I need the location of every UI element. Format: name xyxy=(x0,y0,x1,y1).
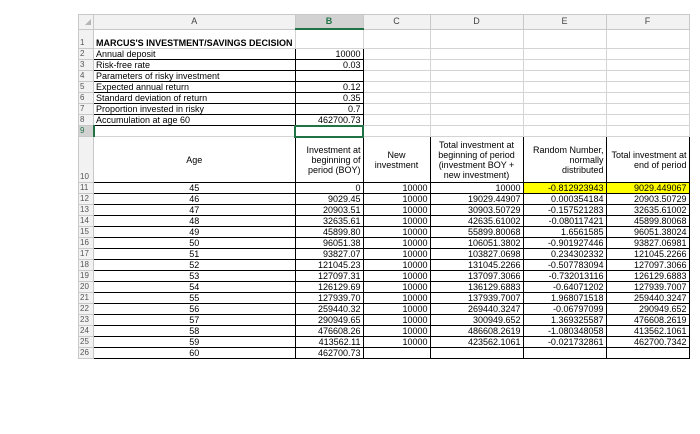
age-cell[interactable]: 58 xyxy=(94,326,296,337)
header-random-number[interactable]: Random Number, normally distributed xyxy=(523,137,606,183)
total-investment-cell[interactable]: 300949.652 xyxy=(430,315,523,326)
random-number-cell[interactable]: -0.06797099 xyxy=(523,304,606,315)
row-header[interactable]: 24 xyxy=(79,326,94,337)
total-investment-cell[interactable]: 137939.7007 xyxy=(430,293,523,304)
new-investment-cell[interactable]: 10000 xyxy=(363,260,430,271)
age-cell[interactable]: 59 xyxy=(94,337,296,348)
row-header[interactable]: 6 xyxy=(79,92,94,103)
total-investment-cell[interactable]: 269440.3247 xyxy=(430,304,523,315)
age-cell[interactable]: 56 xyxy=(94,304,296,315)
param-value[interactable]: 462700.73 xyxy=(295,114,363,126)
row-header[interactable]: 16 xyxy=(79,238,94,249)
boy-cell[interactable]: 259440.32 xyxy=(295,304,363,315)
row-header[interactable]: 8 xyxy=(79,114,94,126)
param-value[interactable]: 0.12 xyxy=(295,81,363,92)
cell[interactable] xyxy=(523,103,606,114)
random-number-cell[interactable]: 1.369325587 xyxy=(523,315,606,326)
row-header[interactable]: 12 xyxy=(79,194,94,205)
boy-cell[interactable]: 96051.38 xyxy=(295,238,363,249)
cell[interactable] xyxy=(523,92,606,103)
end-of-period-cell[interactable]: 96051.38024 xyxy=(606,227,689,238)
row-header[interactable]: 19 xyxy=(79,271,94,282)
param-label[interactable]: Annual deposit xyxy=(94,48,296,59)
header-age[interactable]: Age xyxy=(94,137,296,183)
row-header[interactable]: 20 xyxy=(79,282,94,293)
row-header[interactable]: 22 xyxy=(79,304,94,315)
new-investment-cell[interactable]: 10000 xyxy=(363,337,430,348)
cell[interactable] xyxy=(363,29,430,48)
table-header-row xyxy=(79,137,690,183)
new-investment-cell[interactable]: 10000 xyxy=(363,271,430,282)
total-investment-cell[interactable]: 103827.0698 xyxy=(430,249,523,260)
end-of-period-cell[interactable]: 20903.50729 xyxy=(606,194,689,205)
param-label[interactable]: Accumulation at age 60 xyxy=(94,114,296,126)
cell[interactable] xyxy=(523,114,606,126)
row-header[interactable]: 13 xyxy=(79,205,94,216)
new-investment-cell[interactable]: 10000 xyxy=(363,227,430,238)
total-investment-cell[interactable]: 55899.80068 xyxy=(430,227,523,238)
random-number-cell[interactable]: 0.000354184 xyxy=(523,194,606,205)
random-number-cell[interactable]: -0.080117421 xyxy=(523,216,606,227)
table-row xyxy=(79,216,690,227)
param-value[interactable]: 0.7 xyxy=(295,103,363,114)
column-header-b[interactable]: B xyxy=(295,15,363,30)
end-of-period-cell[interactable]: 476608.2619 xyxy=(606,315,689,326)
new-investment-cell[interactable]: 10000 xyxy=(363,194,430,205)
new-investment-cell[interactable]: 10000 xyxy=(363,326,430,337)
end-of-period-cell[interactable]: 127939.7007 xyxy=(606,282,689,293)
age-cell[interactable]: 48 xyxy=(94,216,296,227)
cell[interactable] xyxy=(430,59,523,70)
param-label[interactable]: Standard deviation of return xyxy=(94,92,296,103)
header-new-investment[interactable]: New investment xyxy=(363,137,430,183)
param-value[interactable]: 0.35 xyxy=(295,92,363,103)
new-investment-cell[interactable]: 10000 xyxy=(363,238,430,249)
age-cell[interactable]: 60 xyxy=(94,348,296,359)
table-row xyxy=(79,227,690,238)
active-cell-b9[interactable] xyxy=(295,126,363,137)
cell[interactable] xyxy=(363,114,430,126)
cell[interactable] xyxy=(606,70,689,81)
sheet-title-cell[interactable]: MARCUS'S INVESTMENT/SAVINGS DECISION xyxy=(94,29,296,48)
new-investment-cell[interactable]: 10000 xyxy=(363,293,430,304)
random-number-cell[interactable]: -0.507783094 xyxy=(523,260,606,271)
row-header[interactable]: 26 xyxy=(79,348,94,359)
end-of-period-cell[interactable]: 259440.3247 xyxy=(606,293,689,304)
total-investment-cell[interactable]: 42635.61002 xyxy=(430,216,523,227)
table-row xyxy=(79,260,690,271)
table-row xyxy=(79,337,690,348)
total-investment-cell[interactable]: 486608.2619 xyxy=(430,326,523,337)
cell[interactable] xyxy=(606,59,689,70)
param-label[interactable]: Expected annual return xyxy=(94,81,296,92)
cell[interactable] xyxy=(94,126,296,137)
end-of-period-cell[interactable]: 9029.449067 xyxy=(606,183,689,194)
cell[interactable] xyxy=(523,59,606,70)
spreadsheet-grid xyxy=(78,14,690,359)
param-label[interactable]: Proportion invested in risky xyxy=(94,103,296,114)
boy-cell[interactable]: 32635.61 xyxy=(295,216,363,227)
header-total-investment-boy[interactable]: Total investment at beginning of period (investment BOY + new investment) xyxy=(430,137,523,183)
boy-cell[interactable]: 0 xyxy=(295,183,363,194)
cell[interactable] xyxy=(363,59,430,70)
param-label[interactable]: Parameters of risky investment xyxy=(94,70,296,81)
row-header[interactable]: 14 xyxy=(79,216,94,227)
row-header[interactable]: 11 xyxy=(79,183,94,194)
boy-cell[interactable]: 127939.70 xyxy=(295,293,363,304)
cell[interactable] xyxy=(430,103,523,114)
param-label[interactable]: Risk-free rate xyxy=(94,59,296,70)
total-investment-cell[interactable]: 10000 xyxy=(430,183,523,194)
table-row xyxy=(79,271,690,282)
random-number-cell[interactable]: -0.732013116 xyxy=(523,271,606,282)
column-header-row xyxy=(79,15,690,30)
new-investment-cell[interactable]: 10000 xyxy=(363,205,430,216)
cell[interactable] xyxy=(430,114,523,126)
cell[interactable] xyxy=(523,29,606,48)
age-cell[interactable]: 45 xyxy=(94,183,296,194)
param-row xyxy=(79,114,690,126)
age-cell[interactable]: 46 xyxy=(94,194,296,205)
column-header-a[interactable]: A xyxy=(94,15,296,30)
row-header[interactable]: 21 xyxy=(79,293,94,304)
boy-cell[interactable]: 93827.07 xyxy=(295,249,363,260)
cell[interactable] xyxy=(363,103,430,114)
table-row xyxy=(79,293,690,304)
age-cell[interactable]: 53 xyxy=(94,271,296,282)
cell[interactable] xyxy=(523,70,606,81)
cell[interactable] xyxy=(606,126,689,137)
param-row xyxy=(79,81,690,92)
row-header[interactable]: 9 xyxy=(79,126,94,137)
cell[interactable] xyxy=(606,103,689,114)
end-of-period-cell[interactable]: 32635.61002 xyxy=(606,205,689,216)
random-number-cell[interactable]: 1.6561585 xyxy=(523,227,606,238)
age-cell[interactable]: 52 xyxy=(94,260,296,271)
param-row xyxy=(79,59,690,70)
end-of-period-cell[interactable]: 413562.1061 xyxy=(606,326,689,337)
new-investment-cell[interactable]: 10000 xyxy=(363,282,430,293)
end-of-period-cell[interactable]: 290949.652 xyxy=(606,304,689,315)
select-all-corner[interactable] xyxy=(79,15,94,30)
row-header[interactable]: 10 xyxy=(79,137,94,183)
total-investment-cell[interactable]: 131045.2266 xyxy=(430,260,523,271)
total-investment-cell[interactable]: 30903.50729 xyxy=(430,205,523,216)
age-cell[interactable]: 55 xyxy=(94,293,296,304)
age-cell[interactable]: 57 xyxy=(94,315,296,326)
new-investment-cell[interactable]: 10000 xyxy=(363,304,430,315)
new-investment-cell[interactable] xyxy=(363,348,430,359)
cell[interactable] xyxy=(606,48,689,59)
boy-cell[interactable]: 290949.65 xyxy=(295,315,363,326)
row-header[interactable]: 2 xyxy=(79,48,94,59)
row-header[interactable]: 4 xyxy=(79,70,94,81)
row-header[interactable]: 15 xyxy=(79,227,94,238)
table-row xyxy=(79,282,690,293)
cell[interactable] xyxy=(606,114,689,126)
header-investment-boy[interactable]: Investment at beginning of period (BOY) xyxy=(295,137,363,183)
cell[interactable] xyxy=(363,92,430,103)
end-of-period-cell[interactable]: 126129.6883 xyxy=(606,271,689,282)
random-number-cell[interactable]: -0.901927446 xyxy=(523,238,606,249)
boy-cell[interactable]: 462700.73 xyxy=(295,348,363,359)
column-header-c[interactable]: C xyxy=(363,15,430,30)
cell[interactable] xyxy=(430,92,523,103)
new-investment-cell[interactable]: 10000 xyxy=(363,315,430,326)
row-header[interactable]: 7 xyxy=(79,103,94,114)
boy-cell[interactable]: 413562.11 xyxy=(295,337,363,348)
row-header[interactable]: 1 xyxy=(79,29,94,48)
boy-cell[interactable]: 45899.80 xyxy=(295,227,363,238)
total-investment-cell[interactable] xyxy=(430,348,523,359)
cell[interactable] xyxy=(363,70,430,81)
cell[interactable] xyxy=(363,48,430,59)
boy-cell[interactable]: 9029.45 xyxy=(295,194,363,205)
table-row xyxy=(79,205,690,216)
header-total-end-of-period[interactable]: Total investment at end of period xyxy=(606,137,689,183)
cell[interactable] xyxy=(523,81,606,92)
cell[interactable] xyxy=(295,29,363,48)
param-row xyxy=(79,92,690,103)
cell[interactable] xyxy=(363,81,430,92)
table-row xyxy=(79,238,690,249)
random-number-cell[interactable] xyxy=(523,348,606,359)
row-header[interactable]: 17 xyxy=(79,249,94,260)
table-row xyxy=(79,194,690,205)
random-number-cell[interactable]: -0.157521283 xyxy=(523,205,606,216)
param-value[interactable]: 10000 xyxy=(295,48,363,59)
param-row xyxy=(79,70,690,81)
cell[interactable] xyxy=(523,48,606,59)
boy-cell[interactable]: 476608.26 xyxy=(295,326,363,337)
table-row xyxy=(79,326,690,337)
new-investment-cell[interactable]: 10000 xyxy=(363,183,430,194)
end-of-period-cell[interactable]: 45899.80068 xyxy=(606,216,689,227)
age-cell[interactable]: 49 xyxy=(94,227,296,238)
param-value[interactable] xyxy=(295,70,363,81)
end-of-period-cell[interactable]: 462700.7342 xyxy=(606,337,689,348)
row-header[interactable]: 18 xyxy=(79,260,94,271)
row-header[interactable]: 3 xyxy=(79,59,94,70)
random-number-cell[interactable]: 1.968071518 xyxy=(523,293,606,304)
param-value[interactable]: 0.03 xyxy=(295,59,363,70)
end-of-period-cell[interactable] xyxy=(606,348,689,359)
param-row xyxy=(79,48,690,59)
table-row xyxy=(79,315,690,326)
cell[interactable] xyxy=(606,92,689,103)
cell[interactable] xyxy=(430,48,523,59)
age-cell[interactable]: 54 xyxy=(94,282,296,293)
cell[interactable] xyxy=(523,126,606,137)
table-row xyxy=(79,304,690,315)
end-of-period-cell[interactable]: 93827.06981 xyxy=(606,238,689,249)
cell[interactable] xyxy=(606,81,689,92)
total-investment-cell[interactable]: 106051.3802 xyxy=(430,238,523,249)
cell[interactable] xyxy=(430,81,523,92)
row-header[interactable]: 23 xyxy=(79,315,94,326)
table-row xyxy=(79,183,690,194)
column-header-e[interactable]: E xyxy=(523,15,606,30)
end-of-period-cell[interactable]: 121045.2266 xyxy=(606,249,689,260)
column-header-d[interactable]: D xyxy=(430,15,523,30)
boy-cell[interactable]: 121045.23 xyxy=(295,260,363,271)
cell[interactable] xyxy=(430,70,523,81)
new-investment-cell[interactable]: 10000 xyxy=(363,216,430,227)
row-header[interactable]: 25 xyxy=(79,337,94,348)
random-number-cell[interactable]: -0.64071202 xyxy=(523,282,606,293)
new-investment-cell[interactable]: 10000 xyxy=(363,249,430,260)
random-number-cell[interactable]: 0.234302332 xyxy=(523,249,606,260)
end-of-period-cell[interactable]: 127097.3066 xyxy=(606,260,689,271)
total-investment-cell[interactable]: 136129.6883 xyxy=(430,282,523,293)
param-row xyxy=(79,103,690,114)
boy-cell[interactable]: 127097.31 xyxy=(295,271,363,282)
age-cell[interactable]: 50 xyxy=(94,238,296,249)
age-cell[interactable]: 51 xyxy=(94,249,296,260)
row-header[interactable]: 5 xyxy=(79,81,94,92)
boy-cell[interactable]: 20903.51 xyxy=(295,205,363,216)
random-number-cell[interactable]: -0.812923943 xyxy=(523,183,606,194)
total-investment-cell[interactable]: 137097.3066 xyxy=(430,271,523,282)
cell[interactable] xyxy=(430,29,523,48)
table-row xyxy=(79,249,690,260)
age-cell[interactable]: 47 xyxy=(94,205,296,216)
boy-cell[interactable]: 126129.69 xyxy=(295,282,363,293)
column-header-f[interactable]: F xyxy=(606,15,689,30)
total-investment-cell[interactable]: 423562.1061 xyxy=(430,337,523,348)
random-number-cell[interactable]: -0.021732861 xyxy=(523,337,606,348)
cell[interactable] xyxy=(363,126,430,137)
total-investment-cell[interactable]: 19029.44907 xyxy=(430,194,523,205)
random-number-cell[interactable]: -1.080348058 xyxy=(523,326,606,337)
cell[interactable] xyxy=(430,126,523,137)
cell[interactable] xyxy=(606,29,689,48)
table-row xyxy=(79,348,690,359)
